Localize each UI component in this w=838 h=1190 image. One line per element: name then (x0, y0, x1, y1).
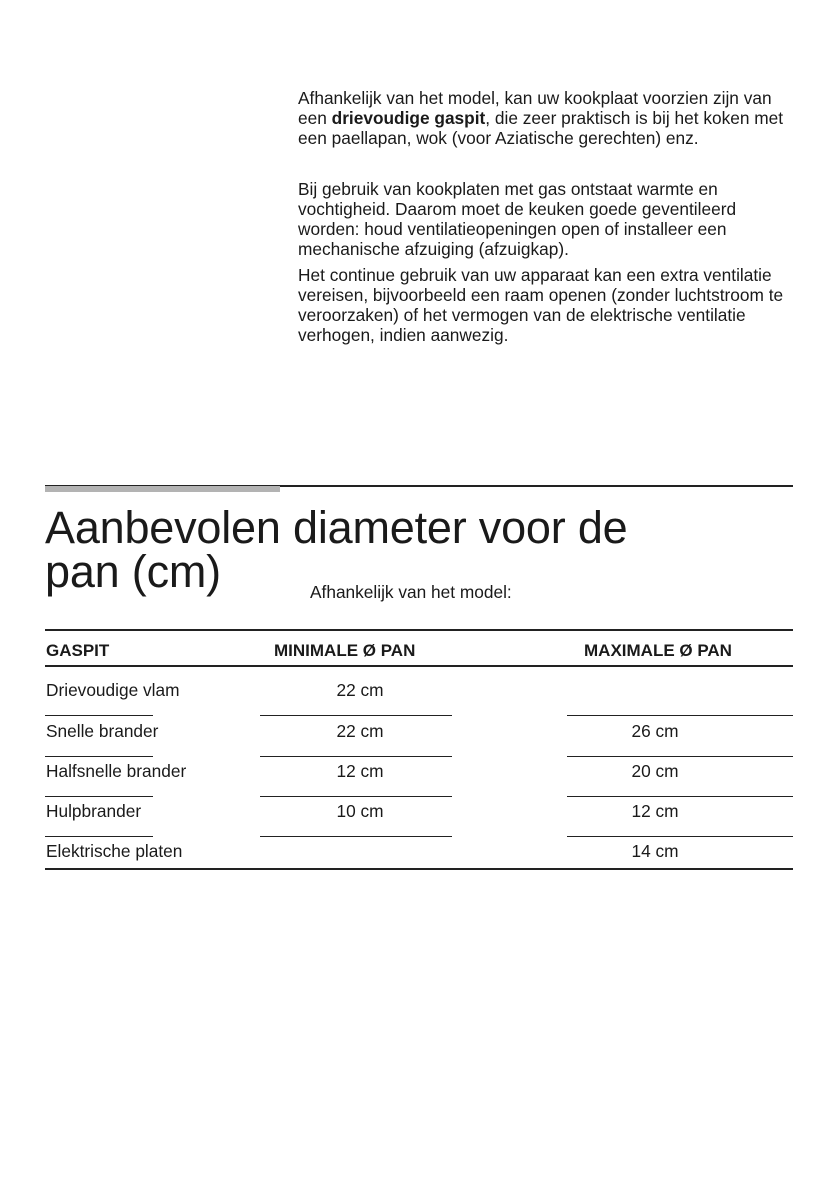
row-min-underline (260, 715, 452, 716)
table-row (45, 721, 793, 761)
row-name: Snelle brander (46, 721, 159, 741)
row-min: 22 cm (336, 721, 384, 741)
row-name-underline (45, 756, 153, 757)
row-max: 20 cm (631, 761, 679, 781)
header-gaspit: GASPIT (46, 641, 110, 660)
table-row (45, 761, 793, 801)
intro-p1-before: Afhankelijk van het model, kan uw kookplaat voorzien zijn van een (298, 88, 772, 128)
row-max: 14 cm (631, 841, 679, 861)
intro-paragraph-triple-burner (298, 88, 788, 148)
intro-p1-after: , die zeer praktisch is bij het koken met een paellapan, wok (voor Aziatische gerechten) enz. (298, 108, 784, 148)
table-bottom-rule (45, 868, 793, 870)
row-name: Hulpbrander (46, 801, 142, 821)
row-name-underline (45, 836, 153, 837)
row-min-underline (260, 756, 452, 757)
row-min-underline (260, 836, 452, 837)
intro-paragraph-extra-ventilation: Het continue gebruik van uw apparaat kan een extra ventilatie vereisen, bijvoorbeeld een raam openen (zonder luchtstroom te veroorzaken) of het vermogen van de elektrische ventilatie verhogen, indien aanwezig. (298, 265, 784, 345)
row-max: 26 cm (631, 721, 679, 741)
row-max-underline (567, 756, 793, 757)
intro-p1-bold: drievoudige gaspit (331, 108, 486, 128)
row-name: Halfsnelle brander (46, 761, 187, 781)
section-subtitle: Afhankelijk van het model: (310, 582, 512, 602)
table-row (45, 680, 793, 720)
row-min-underline (260, 796, 452, 797)
row-min: 10 cm (336, 801, 384, 821)
row-max-underline (567, 796, 793, 797)
row-max-underline (567, 715, 793, 716)
row-name-underline (45, 715, 153, 716)
row-max-underline (567, 836, 793, 837)
row-max: 12 cm (631, 801, 679, 821)
row-min: 12 cm (336, 761, 384, 781)
section-title-line2: pan (cm) (45, 546, 221, 597)
header-min-diameter: MINIMALE Ø PAN (274, 641, 416, 660)
intro-paragraph-ventilation: Bij gebruik van kookplaten met gas ontstaat warmte en vochtigheid. Daarom moet de keuken goede geventileerd worden: houd ventilatieopeningen open of installeer een mechanische afzuiging (afzuigkap). (298, 179, 737, 259)
section-title (45, 502, 628, 597)
table-header-row (45, 629, 793, 667)
row-name: Elektrische platen (46, 841, 183, 861)
table-header-rule (45, 665, 793, 667)
table-row (45, 801, 793, 841)
row-name-underline (45, 796, 153, 797)
section-accent-bar (45, 486, 280, 492)
row-name: Drievoudige vlam (46, 680, 180, 700)
section-title-line1: Aanbevolen diameter voor de (45, 502, 628, 553)
row-min: 22 cm (336, 680, 384, 700)
header-max-diameter: MAXIMALE Ø PAN (584, 641, 732, 660)
table-row (45, 841, 793, 881)
